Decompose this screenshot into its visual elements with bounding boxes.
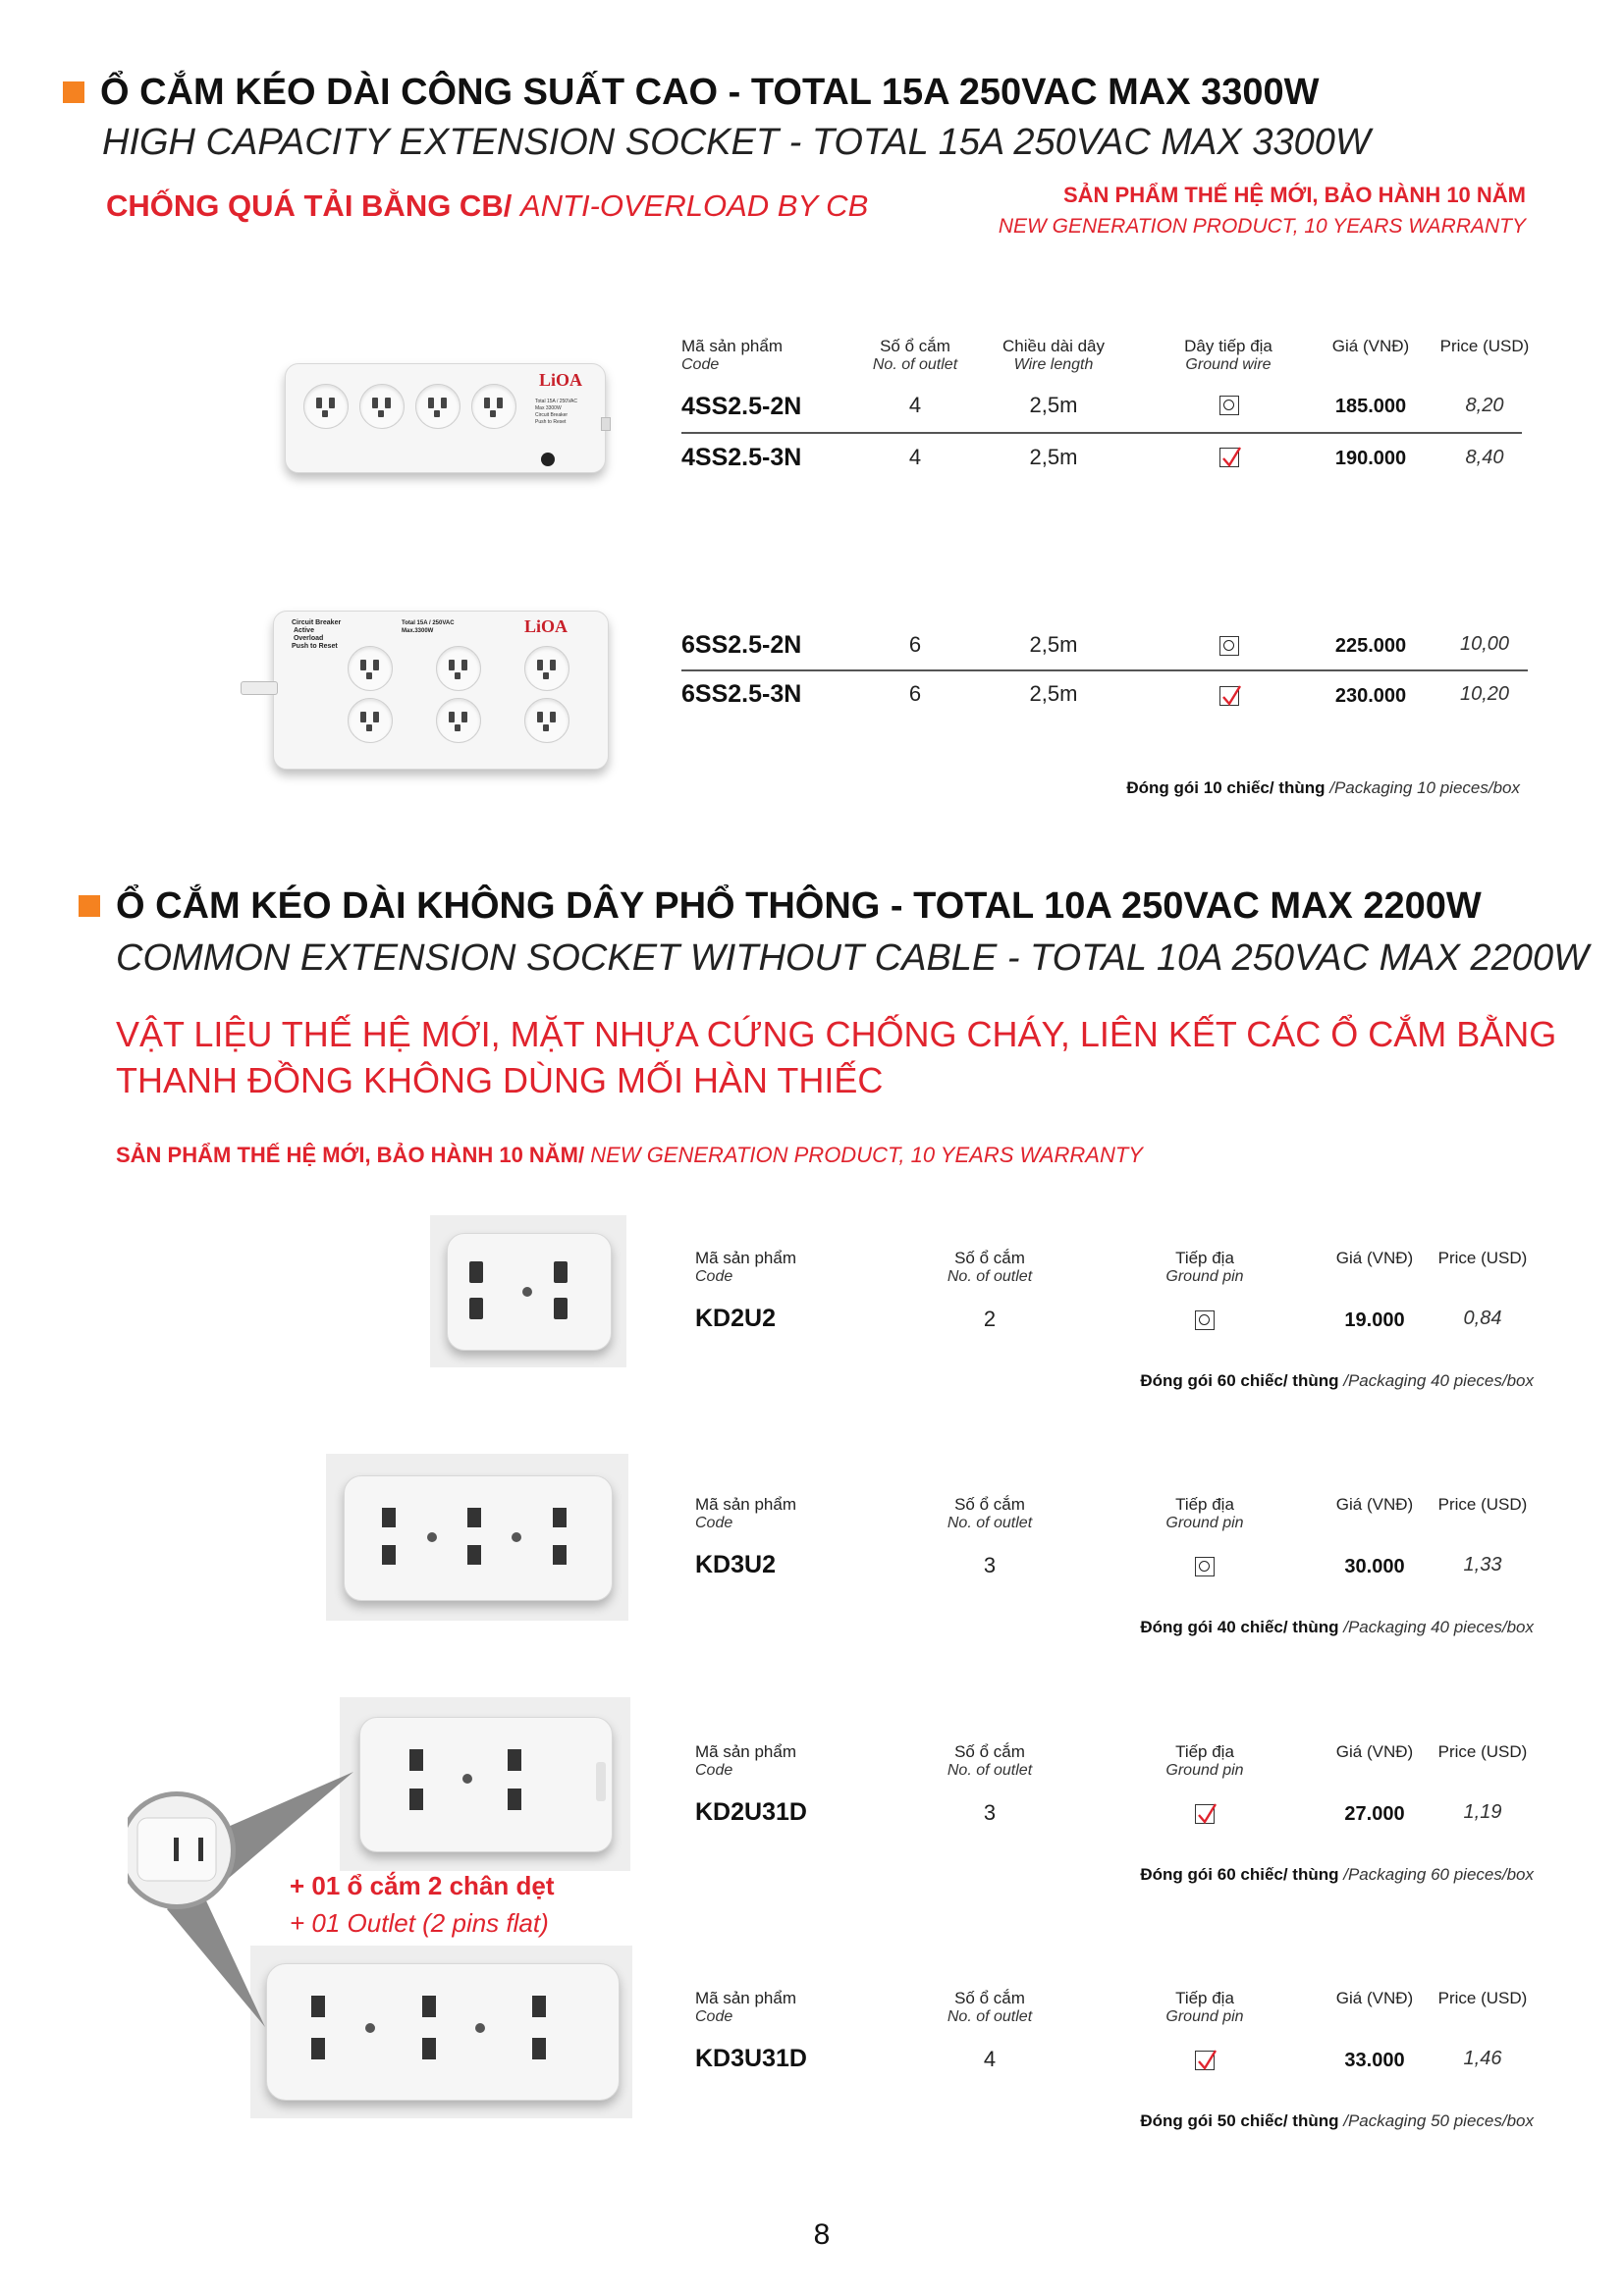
extra-outlet-vi: + 01 ổ cắm 2 chân dẹt [290,1871,555,1900]
col-header-outlet: Số ổ cắm No. of outlet [947,1495,1033,1531]
product-image-4ss [285,363,606,473]
wire-length: 2,5m [1029,681,1078,706]
col-header-usd: Price (USD) [1437,1742,1528,1761]
col-header-vnd: Giá (VNĐ) [1335,1989,1414,2007]
ground-empty-icon [1195,1310,1215,1330]
price-vnd: 27.000 [1344,1803,1405,1825]
product-code: KD2U2 [695,1305,776,1332]
ground-check-icon [1195,2051,1215,2070]
page-number: 8 [813,2218,831,2251]
section-bullet-icon [63,81,84,103]
col-header-code: Mã sản phẩm Code [695,1249,796,1285]
section1-warranty-vi: SẢN PHẨM THẾ HỆ MỚI, BẢO HÀNH 10 NĂM [1062,183,1526,207]
ground-check-icon [1219,448,1239,467]
col-header-usd: Price (USD) [1437,1989,1528,2007]
col-header-ground: Tiếp địa Ground pin [1165,1249,1244,1285]
col-header-usd: Price (USD) [1439,337,1530,355]
outlet-icon [303,384,349,429]
col-header-outlet: Số ổ cắm No. of outlet [947,1249,1033,1285]
col-header-vnd: Giá (VNĐ) [1335,1495,1414,1514]
price-usd: 0,84 [1463,1308,1502,1329]
outlet-icon [471,384,516,429]
product-code: KD2U31D [695,1798,807,1826]
outlet-count: 4 [983,2047,997,2071]
product-image-kd3u2 [326,1454,628,1621]
price-usd: 1,33 [1463,1554,1502,1575]
product-image-kd2u31d [340,1697,630,1871]
outlet-icon [436,646,481,691]
ground-empty-icon [1219,636,1239,656]
strip-label: Circuit Breaker Active Overload Push to Reset [292,619,342,650]
col-header-ground: Tiếp địa Ground pin [1165,1742,1244,1779]
price-vnd: 185.000 [1334,396,1407,417]
packaging-note: Đóng gói 40 chiếc/ thùng /Packaging 40 pieces/box [1140,1618,1534,1636]
col-header-ground: Dây tiếp địa Ground wire [1184,337,1272,373]
outlet-count: 6 [908,681,922,706]
col-header-vnd: Giá (VNĐ) [1331,337,1410,355]
outlet-icon [436,698,481,743]
price-usd: 10,00 [1459,633,1510,655]
col-header-ground: Tiếp địa Ground pin [1165,1989,1244,2025]
price-usd: 10,20 [1459,683,1510,705]
price-usd: 1,19 [1463,1801,1502,1823]
price-usd: 1,46 [1463,2048,1502,2069]
section-bullet-icon [79,895,100,917]
brand-logo: LiOA [539,370,583,390]
col-header-outlet: Số ổ cắm No. of outlet [872,337,958,373]
section1-packaging: Đóng gói 10 chiếc/ thùng /Packaging 10 pieces/box [1126,778,1520,797]
section1-title: Ổ CẮM KÉO DÀI CÔNG SUẤT CAO - TOTAL 15A 250VAC MAX 3300W [100,72,1320,113]
col-header-code: Mã sản phẩm Code [695,1495,796,1531]
product-code: 4SS2.5-2N [681,393,802,420]
col-header-vnd: Giá (VNĐ) [1335,1249,1414,1267]
wire-length: 2,5m [1029,445,1078,469]
wire-length: 2,5m [1029,632,1078,657]
price-vnd: 19.000 [1344,1309,1405,1331]
col-header-length: Chiều dài dây Wire length [1002,337,1105,373]
section1-warranty-en: NEW GENERATION PRODUCT, 10 YEARS WARRANTY [998,215,1526,238]
col-header-usd: Price (USD) [1437,1495,1528,1514]
product-code: 4SS2.5-3N [681,444,802,471]
col-header-code: Mã sản phẩm Code [681,337,783,373]
col-header-outlet: Số ổ cắm No. of outlet [947,1742,1033,1779]
outlet-count: 2 [983,1307,997,1331]
outlet-icon [348,698,393,743]
outlet-icon [415,384,460,429]
price-usd: 8,20 [1465,395,1504,416]
product-code: 6SS2.5-3N [681,680,802,708]
ground-empty-icon [1195,1557,1215,1576]
outlet-count: 6 [908,632,922,657]
feature-vi: CHỐNG QUÁ TẢI BẰNG CB/ [106,188,513,223]
packaging-note: Đóng gói 60 chiếc/ thùng /Packaging 60 pieces/box [1140,1865,1534,1884]
section1-feature [106,188,868,224]
price-vnd: 225.000 [1334,635,1407,657]
section2-warranty: SẢN PHẨM THẾ HỆ MỚI, BẢO HÀNH 10 NĂM/ NEW GENERATION PRODUCT, 10 YEARS WARRANTY [116,1143,1143,1167]
feature-en: ANTI-OVERLOAD BY CB [519,188,869,223]
col-header-code: Mã sản phẩm Code [695,1989,796,2025]
col-header-ground: Tiếp địa Ground pin [1165,1495,1244,1531]
strip-label: Total 15A / 250VAC Max.3300W [402,620,455,634]
section2-title: Ổ CẮM KÉO DÀI KHÔNG DÂY PHỔ THÔNG - TOTAL 10A 250VAC MAX 2200W [116,885,1482,927]
outlet-count: 3 [983,1800,997,1825]
packaging-note: Đóng gói 60 chiếc/ thùng /Packaging 40 pieces/box [1140,1371,1534,1390]
product-image-6ss [273,611,609,770]
reset-button-icon [541,453,555,466]
section2-material: VẬT LIỆU THẾ HỆ MỚI, MẶT NHỰA CỨNG CHỐNG CHÁY, LIÊN KẾT CÁC Ổ CẮM BẰNG THANH ĐỒNG KHÔNG DÙNG MỐI HÀN THIẾC [116,1014,1557,1100]
wire-length: 2,5m [1029,393,1078,417]
strip-label: Total 15A / 250VAC Max 3300W Circuit Breaker Push to Reset [535,399,577,425]
outlet-count: 3 [983,1553,997,1577]
row-divider [681,432,1522,434]
brand-logo: LiOA [524,616,568,636]
cable-icon [601,417,611,431]
cable-icon [241,681,278,695]
product-code: 6SS2.5-2N [681,631,802,659]
price-vnd: 30.000 [1344,1556,1405,1577]
ground-empty-icon [1219,396,1239,415]
col-header-usd: Price (USD) [1437,1249,1528,1267]
outlet-icon [348,646,393,691]
section1-subtitle: HIGH CAPACITY EXTENSION SOCKET - TOTAL 15A 250VAC MAX 3300W [102,122,1371,163]
product-image-kd2u2 [430,1215,626,1367]
price-usd: 8,40 [1465,447,1504,468]
outlet-icon [524,698,569,743]
packaging-note: Đóng gói 50 chiếc/ thùng /Packaging 50 pieces/box [1140,2111,1534,2130]
price-vnd: 190.000 [1334,448,1407,469]
col-header-outlet: Số ổ cắm No. of outlet [947,1989,1033,2025]
col-header-vnd: Giá (VNĐ) [1335,1742,1414,1761]
ground-check-icon [1195,1804,1215,1824]
product-code: KD3U2 [695,1551,776,1578]
outlet-count: 4 [908,393,922,417]
price-vnd: 33.000 [1344,2050,1405,2071]
price-vnd: 230.000 [1334,685,1407,707]
outlet-icon [359,384,405,429]
product-code: KD3U31D [695,2045,807,2072]
row-divider [681,669,1528,671]
ground-check-icon [1219,686,1239,706]
col-header-code: Mã sản phẩm Code [695,1742,796,1779]
outlet-count: 4 [908,445,922,469]
section2-subtitle: COMMON EXTENSION SOCKET WITHOUT CABLE - TOTAL 10A 250VAC MAX 2200W [116,937,1589,979]
extra-outlet-en: + 01 Outlet (2 pins flat) [290,1908,549,1938]
outlet-icon [524,646,569,691]
